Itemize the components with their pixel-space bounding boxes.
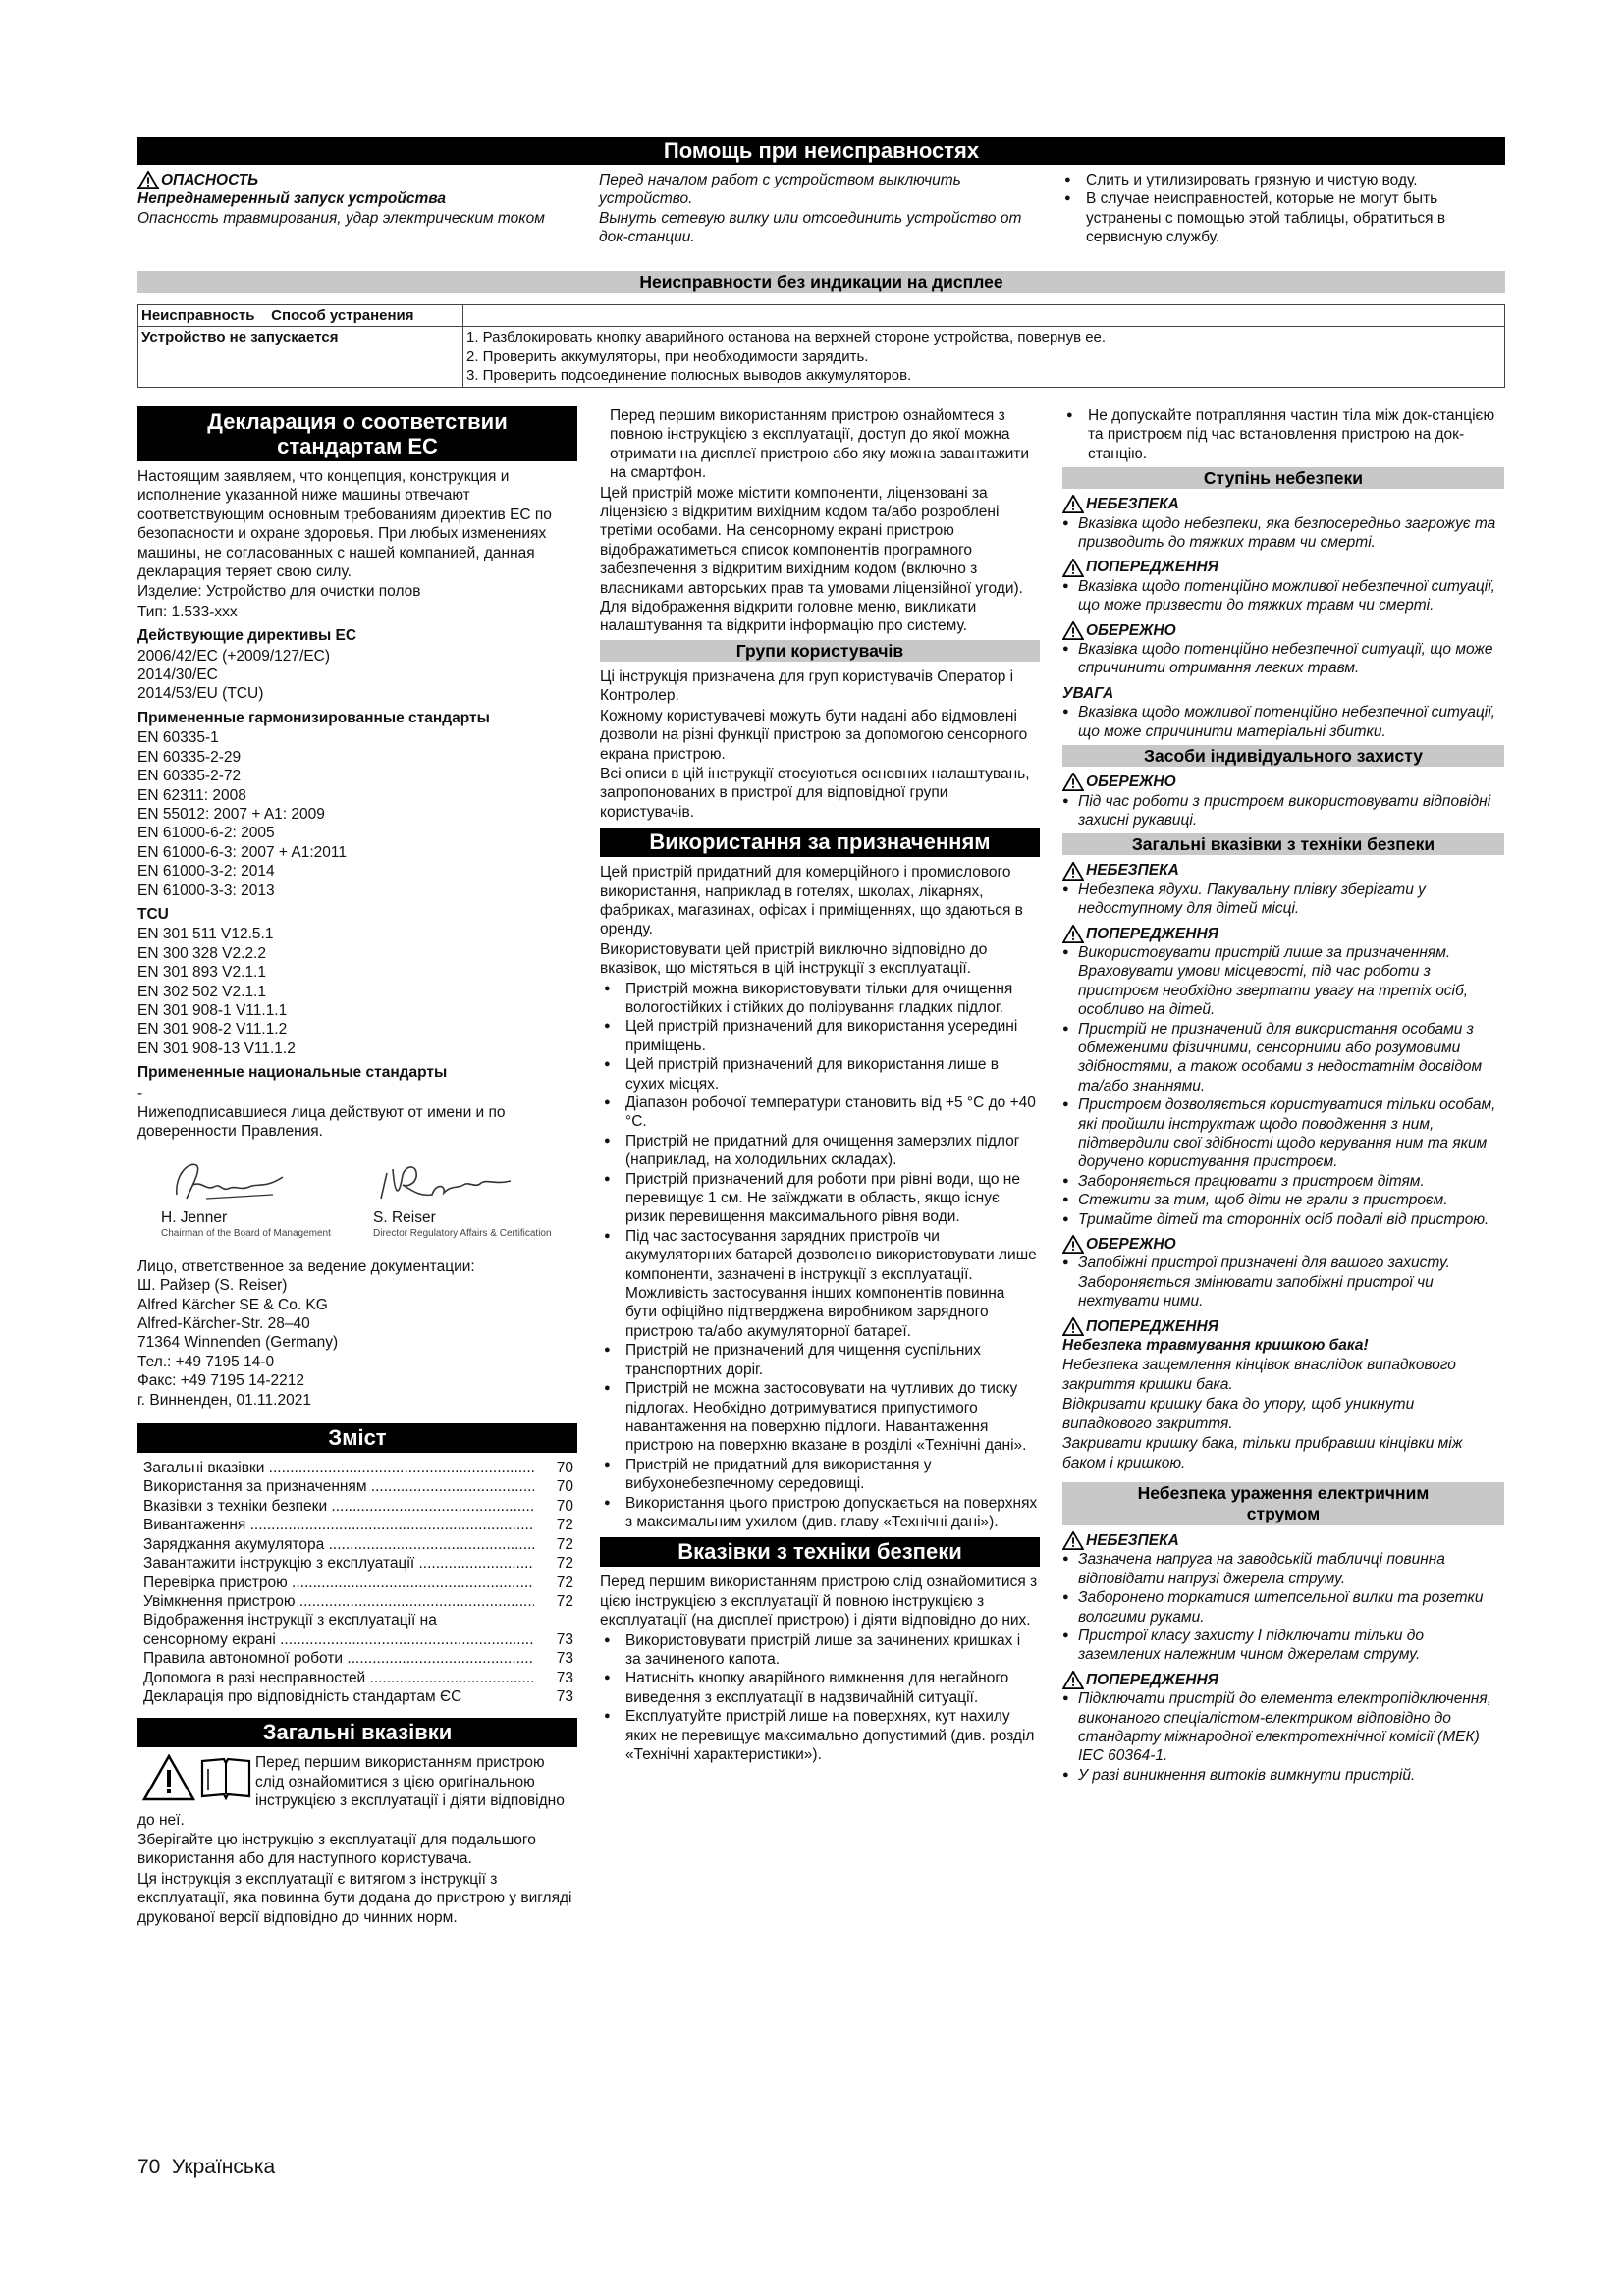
list-item: ● Зазначена напруга на заводській табличці повинна відповідати напрузі джерела струму. — [1062, 1550, 1504, 1588]
sig2-name: S. Reiser — [373, 1208, 436, 1226]
general-notes-text3: Ця інструкція з експлуатації є витягом з інструкції з експлуатації, яка повинна бути додана до пристрою у вигляді друкованої версії відповідно до чинних норм. — [137, 1870, 572, 1926]
warning-triangle-icon — [1062, 1671, 1084, 1689]
drain-list — [1060, 171, 1502, 247]
column-header-fault: Неисправность — [141, 307, 255, 324]
sig2-role: Director Regulatory Affairs & Certification — [373, 1227, 552, 1239]
national-heading: Примененные национальные стандарты — [137, 1064, 448, 1082]
hazard-label: НЕБЕЗПЕКА — [1086, 1531, 1179, 1549]
toc-title: Зміст — [137, 1423, 577, 1453]
hazard-label: НЕБЕЗПЕКА — [1086, 496, 1179, 513]
list-item: ● Використовувати пристрій лише за призначенням. Враховувати умови місцевості, під час роботи з пристроєм необхідно звертати увагу на третіх осіб, особливо на дітей. — [1062, 943, 1504, 1020]
list-item: ● Пристроєм дозволяється користуватися тільки особам, які пройшли інструктаж щодо поводження з ним, підтвердили свої здібності щодо керування ним та яким доручено користування пристроєм. — [1062, 1095, 1504, 1172]
warning-triangle-icon — [1062, 621, 1084, 640]
danger-heading: Непреднамеренный запуск устройства — [137, 190, 447, 208]
address-line: 71364 Winnenden (Germany) — [137, 1334, 339, 1352]
list-item: ● Вказівка щодо потенційно небезпечної ситуації, що може спричинити отримання легких травм. — [1062, 640, 1504, 678]
unplug-text: Вынуть сетевую вилку или отсоединить устройство от док-станции. — [599, 209, 1022, 246]
column-3 — [1062, 406, 1504, 1785]
list-item: EN 301 893 V2.1.1 — [137, 964, 266, 982]
national-value: - — [137, 1084, 143, 1101]
directives-heading: Действующие директивы ЕС — [137, 627, 357, 645]
no-display-subheading: Неисправности без индикации на дисплее — [137, 271, 1505, 293]
remedy-step: 1. Разблокировать кнопку аварийного останова на верхней стороне устройства, повернув ее. — [466, 329, 1107, 347]
list-item: ● Діапазон робочої температури становить від +5 °С до +40 °С. — [600, 1094, 1040, 1132]
list-item: ● Не допускайте потрапляння частин тіла між док-станцією та пристроєм під час встановлення пристрою на док-станцію. — [1062, 406, 1504, 463]
general-safety-heading: Загальні вказівки з техніки безпеки — [1062, 833, 1504, 855]
intro-text: Перед першим використанням пристрою ознайомтеся з повною інструкцією з експлуатації, доступ до якої можна отримати на дисплеї пристрою або яку можна завантажити на смартфон. — [610, 407, 1030, 482]
sig1-role: Chairman of the Board of Management — [161, 1227, 331, 1239]
list-item: ● Пристрій не можна застосовувати на чутливих до тиску підлогах. Необхідно дотримуватися припустимого навантаження на поверхню підлоги. Навантаження пристрою на поверхню вказане в розділі «Технічні дані». — [600, 1379, 1040, 1456]
list-item: ● Цей пристрій призначений для використання лише в сухих місцях. — [600, 1055, 1040, 1094]
dock-warning-list — [1062, 406, 1504, 463]
table-header-row — [138, 305, 1505, 327]
signatures — [137, 1155, 577, 1246]
signers-text: Нижеподписавшиеся лица действуют от имени и по доверенности Правления. — [137, 1104, 506, 1141]
hazard-label: ПОПЕРЕДЖЕННЯ — [1086, 1671, 1218, 1688]
list-item: EN 55012: 2007 + A1: 2009 — [137, 805, 325, 823]
list-item: ● Пристрій не призначений для використання особами з обмеженими фізичними, сенсорними або розумовими здібностями, а також особами з недостатнім досвідом та/або знаннями. — [1062, 1020, 1504, 1096]
list-item: ● Підключати пристрій до елемента електропідключення, виконаного спеціалістом-електриком відповідно до стандарту міжнародної електротехнічної комісії (МЕК) IEC 60364-1. — [1062, 1689, 1504, 1766]
language-label: Українська — [172, 2156, 276, 2178]
remedy-cell — [463, 327, 1505, 387]
general-notes-text1: Перед першим використанням пристрою слід ознайомитися з цією оригінальною інструкцією з експлуатації і діяти відповідно до неї. — [137, 1754, 565, 1829]
address-line: Лицо, ответственное за ведение документации: — [137, 1257, 475, 1275]
intended-use-title: Використання за призначенням — [600, 828, 1040, 857]
list-item: EN 60335-1 — [137, 729, 219, 747]
toc-entry[interactable]: Завантажити інструкцію з експлуатації ..... 72 — [143, 1554, 573, 1573]
danger-block — [137, 171, 569, 228]
switch-off-text: Перед началом работ с устройством выключить устройство. — [599, 172, 961, 208]
signature-reiser — [373, 1155, 520, 1210]
list-item: ● Пристрій не призначений для чищення суспільних транспортних доріг. — [600, 1341, 1040, 1379]
toc-entry[interactable]: Декларація про відповідність стандартам ЄС 73 — [143, 1687, 573, 1705]
toc-entry[interactable]: Увімкнення пристрою ..... 72 — [143, 1592, 573, 1611]
list-item: EN 61000-3-3: 2013 — [137, 881, 275, 899]
lid-hazard-text1: Небезпека защемлення кінцівок внаслідок випадкового закриття кришки бака. — [1062, 1357, 1456, 1393]
address-line: Тел.: +49 7195 14-0 — [137, 1353, 275, 1370]
address-line: Ш. Райзер (S. Reiser) — [137, 1277, 288, 1295]
list-item: ● Слить и утилизировать грязную и чистую воду. — [1060, 171, 1502, 189]
warning-triangle-icon — [1062, 1531, 1084, 1550]
intended-use-list — [600, 980, 1040, 1532]
list-item: ● Запобіжні пристрої призначені для вашого захисту. Забороняється змінювати запобіжні пристрої чи нехтувати ними. — [1062, 1254, 1504, 1310]
warning-triangle-icon — [1062, 1235, 1084, 1254]
safety-title: Вказівки з техніки безпеки — [600, 1537, 1040, 1567]
general-notes-block — [137, 1753, 577, 1927]
remedy-step: 2. Проверить аккумуляторы, при необходимости зарядить. — [466, 347, 869, 365]
hazard-label: ПОПЕРЕДЖЕННЯ — [1086, 925, 1218, 942]
harmonized-heading: Примененные гармонизированные стандарты — [137, 709, 490, 726]
list-item: ● В случае неисправностей, которые не могут быть устранены с помощью этой таблицы, обратиться в сервисную службу. — [1060, 189, 1502, 246]
list-item: ● Небезпека ядухи. Пакувальну плівку зберігати у недоступному для дітей місці. — [1062, 881, 1504, 919]
toc-entry[interactable]: Використання за призначенням ..... 70 — [143, 1477, 573, 1496]
hazard-label: ОБЕРЕЖНО — [1086, 1236, 1176, 1254]
table-of-contents — [137, 1459, 577, 1706]
user-groups-text3: Всі описи в цій інструкції стосуються основних налаштувань, запропонованих в пристрої для відповідної групи користувачів. — [600, 765, 1030, 821]
list-item: EN 300 328 V2.2.2 — [137, 944, 266, 962]
open-source-text: Цей пристрій може містити компоненти, ліцензовані за ліцензією з відкритим вихідним кодом та/або розроблені третіми особами. На сенсорному екрані пристрою відображатиметься список компонентів програмного забезпечення з відкритим вихідним кодом (включно з власниками авторських прав та умовами ліцензійної угоди). Для відображення відкрити головне меню, викликати налаштування та відкрити інформацію про систему. — [600, 484, 1023, 635]
page-footer — [137, 2156, 275, 2179]
list-item: ● Пристрої класу захисту I підключати тільки до заземлених належним чином джерелам струму. — [1062, 1627, 1504, 1665]
list-item: 2014/53/EU (TCU) — [137, 685, 264, 703]
list-item: ● Натисніть кнопку аварійного вимкнення для негайного виведення з експлуатації в надзвичайній ситуації. — [600, 1669, 1040, 1707]
list-item: EN 301 511 V12.5.1 — [137, 926, 274, 943]
column-1 — [137, 406, 577, 1928]
intended-use-text2: Використовувати цей пристрій виключно відповідно до вказівок, що містяться в цій інструкції з експлуатації. — [600, 940, 988, 978]
list-item: ● Вказівка щодо можливої потенційно небезпечної ситуації, що може спричинити матеріальні збитки. — [1062, 703, 1504, 741]
list-item: ● Пристрій не придатний для використання у вибухонебезпечному середовищі. — [600, 1456, 1040, 1494]
list-item: ● Експлуатуйте пристрій лише на поверхнях, кут нахилу яких не перевищує максимально допустимий (див. розділ «Технічні характеристики»). — [600, 1707, 1040, 1764]
troubleshooting-title: Помощь при неисправностях — [137, 137, 1505, 165]
hazard-label: НЕБЕЗПЕКА — [1086, 862, 1179, 880]
declaration-text: Настоящим заявляем, что концепция, конструкция и исполнение указанной ниже машины отвечают соответствующим основным требованиям директив ЕС по безопасности и охране здоровья. При любых изменениях машины, не согласованных с нашей компанией, данная декларация теряет свою силу. — [137, 468, 552, 581]
intended-use-text: Цей пристрій придатний для комерційного і промислового використання, наприклад в готелях, школах, лікарнях, фабриках, магазинах, офісах і приміщеннях, що здаються в оренду. — [600, 864, 1023, 938]
list-item: EN 62311: 2008 — [137, 786, 246, 804]
list-item: ● Цей пристрій призначений для використання усередині приміщень. — [600, 1017, 1040, 1055]
hazard-label: ПОПЕРЕДЖЕННЯ — [1086, 559, 1218, 576]
electric-shock-heading: Небезпека ураження електричним струмом — [1062, 1482, 1504, 1525]
list-item: ● Пристрій призначений для роботи при рівні води, що не перевищує 1 см. Не заїжджати в область, якщо існує ризик перевищення максимального рівня води. — [600, 1170, 1040, 1227]
list-item: ● Під час роботи з пристроєм використовувати відповідні захисні рукавиці. — [1062, 792, 1504, 830]
list-item: ● У разі виникнення витоків вимкнути пристрій. — [1062, 1766, 1504, 1785]
ppe-heading: Засоби індивідуального захисту — [1062, 745, 1504, 767]
toc-entry-line1[interactable]: Відображення інструкції з експлуатації на — [143, 1612, 437, 1629]
hazard-label: ОБЕРЕЖНО — [1086, 621, 1176, 639]
list-item: ● Пристрій можна використовувати тільки для очищення вологостійких і стійких до полірування гладких підлог. — [600, 980, 1040, 1018]
toc-entry[interactable]: Вказівки з техніки безпеки ..... 70 — [143, 1497, 573, 1516]
sig1-name: H. Jenner — [161, 1208, 228, 1226]
address-line: Alfred Kärcher SE & Co. KG — [137, 1296, 328, 1313]
hazard-levels-heading: Ступінь небезпеки — [1062, 467, 1504, 489]
tcu-heading: TCU — [137, 905, 169, 923]
list-item: ● Тримайте дітей та сторонніх осіб подалі від пристрою. — [1062, 1210, 1504, 1229]
user-groups-text: Ці інструкція призначена для груп користувачів Оператор і Контролер. — [600, 667, 1014, 705]
list-item: ● Заборонено торкатися штепсельної вилки та розетки вологими руками. — [1062, 1588, 1504, 1627]
hazard-label: ОБЕРЕЖНО — [1086, 774, 1176, 791]
lid-hazard-text2: Відкривати кришку бака до упору, щоб уникнути випадкового закриття. — [1062, 1396, 1415, 1432]
directives-list — [137, 647, 577, 704]
product-line: Изделие: Устройство для очистки полов — [137, 583, 421, 601]
user-groups-heading: Групи користувачів — [600, 640, 1040, 662]
lid-hazard-heading: Небезпека травмування кришкою бака! — [1062, 1337, 1369, 1355]
list-item: ● Пристрій не придатний для очищення замерзлих підлог (наприклад, на холодильних складах). — [600, 1132, 1040, 1170]
switch-off-note — [599, 171, 1041, 247]
toc-entry[interactable]: Заряджання акумулятора ..... 72 — [143, 1535, 573, 1554]
danger-label: ОПАСНОСТЬ — [161, 172, 259, 188]
warning-triangle-icon — [1062, 925, 1084, 943]
list-item: ● Стежити за тим, щоб діти не грали з пристроєм. — [1062, 1191, 1504, 1209]
list-item: 2014/30/EC — [137, 667, 218, 684]
hazard-label: УВАГА — [1062, 684, 1114, 702]
toc-entry[interactable]: сенсорному екрані ..... 73 — [143, 1630, 573, 1649]
warning-triangle-icon — [1062, 1317, 1084, 1336]
safety-list — [600, 1631, 1040, 1765]
list-item: EN 61000-6-2: 2005 — [137, 825, 275, 842]
remedy-step: 3. Проверить подсоединение полюсных выводов аккумуляторов. — [466, 367, 912, 385]
address-line: Alfred-Kärcher-Str. 28–40 — [137, 1315, 310, 1333]
list-item: EN 301 908-1 V11.1.1 — [137, 1001, 288, 1019]
column-2 — [600, 406, 1040, 1764]
list-item: ● Вказівка щодо потенційно можливої небезпечної ситуації, що може призвести до тяжких травм чи смерті. — [1062, 577, 1504, 615]
list-item: EN 302 502 V2.1.1 — [137, 983, 266, 1000]
list-item: EN 301 908-13 V11.1.2 — [137, 1040, 296, 1057]
fault-cell: Устройство не запускается — [138, 327, 463, 387]
list-item: EN 60335-2-29 — [137, 748, 242, 766]
list-item: EN 61000-3-2: 2014 — [137, 863, 275, 881]
warning-triangle-icon — [137, 171, 159, 189]
manual-book-icon — [198, 1755, 253, 1800]
list-item: EN 61000-6-3: 2007 + A1:2011 — [137, 843, 348, 861]
tcu-list — [137, 925, 577, 1058]
general-notes-text2: Зберігайте цю інструкцію з експлуатації для подальшого використання або для наступного користувача. — [137, 1831, 536, 1868]
toc-entry[interactable]: Загальні вказівки ..... 70 — [143, 1459, 573, 1477]
warning-triangle-icon — [1062, 773, 1084, 791]
general-notes-title: Загальні вказівки — [137, 1718, 577, 1747]
danger-text: Опасность травмирования, удар электрическим током — [137, 209, 545, 227]
hazard-label: ПОПЕРЕДЖЕННЯ — [1086, 1317, 1218, 1335]
harmonized-list — [137, 728, 577, 900]
toc-entry[interactable]: Вивантаження ..... 72 — [143, 1516, 573, 1534]
warning-triangle-icon — [141, 1753, 196, 1802]
fault-table — [137, 304, 1505, 388]
toc-entry[interactable]: Правила автономної роботи ..... 73 — [143, 1649, 573, 1668]
address-line: г. Винненден, 01.11.2021 — [137, 1391, 311, 1409]
lid-hazard-text3: Закривати кришку бака, тільки прибравши кінцівки між баком і кришкою. — [1062, 1435, 1463, 1471]
list-item: EN 60335-2-72 — [137, 768, 242, 785]
safety-text: Перед першим використанням пристрою слід ознайомитися з цією інструкцією з експлуатації й повною інструкцією з експлуатації (на дисплеї пристрою) і діяти відповідно до них. — [600, 1574, 1038, 1629]
warning-triangle-icon — [1062, 559, 1084, 577]
list-item: ● Використання цього пристрою допускається на поверхнях з максимальним ухилом (див. главу «Технічні дані»). — [600, 1494, 1040, 1532]
list-item: EN 301 908-2 V11.1.2 — [137, 1021, 288, 1039]
table-row — [138, 327, 1505, 387]
declaration-title: Декларация о соответствии стандартам ЕС — [137, 406, 577, 461]
responsible-person — [137, 1257, 577, 1410]
list-item: ● Забороняється працювати з пристроєм дітям. — [1062, 1172, 1504, 1191]
warning-triangle-icon — [1062, 495, 1084, 513]
list-item: ● Використовувати пристрій лише за зачинених кришках і за зачиненого капота. — [600, 1631, 1040, 1670]
list-item: 2006/42/EC (+2009/127/EC) — [137, 647, 331, 665]
address-line: Факс: +49 7195 14-2212 — [137, 1372, 304, 1390]
toc-entry[interactable]: Перевірка пристрою ..... 72 — [143, 1574, 573, 1592]
toc-entry[interactable]: Допомога в разі несправностей ..... 73 — [143, 1669, 573, 1687]
signature-jenner — [167, 1155, 295, 1210]
type-line: Тип: 1.533-xxx — [137, 603, 238, 620]
warning-triangle-icon — [1062, 862, 1084, 881]
list-item: ● Під час застосування зарядних пристроїв чи акумуляторних батарей дозволено використовувати лише компоненти, зазначені в інструкції з експлуатації. Можливість застосування інших компонентів повинна бути офіційно підтверджена виробником зарядного пристрою та/або акумуляторної батареї. — [600, 1227, 1040, 1341]
page-number: 70 — [137, 2156, 161, 2178]
list-item: ● Вказівка щодо небезпеки, яка безпосередньо загрожує та призводить до тяжких травм чи смерті. — [1062, 514, 1504, 553]
user-groups-text2: Кожному користувачеві можуть бути надані або відмовлені дозволи на різні функції пристрою за допомогою сенсорного екрана пристрою. — [600, 707, 1028, 763]
column-header-remedy: Способ устранения — [271, 307, 414, 324]
